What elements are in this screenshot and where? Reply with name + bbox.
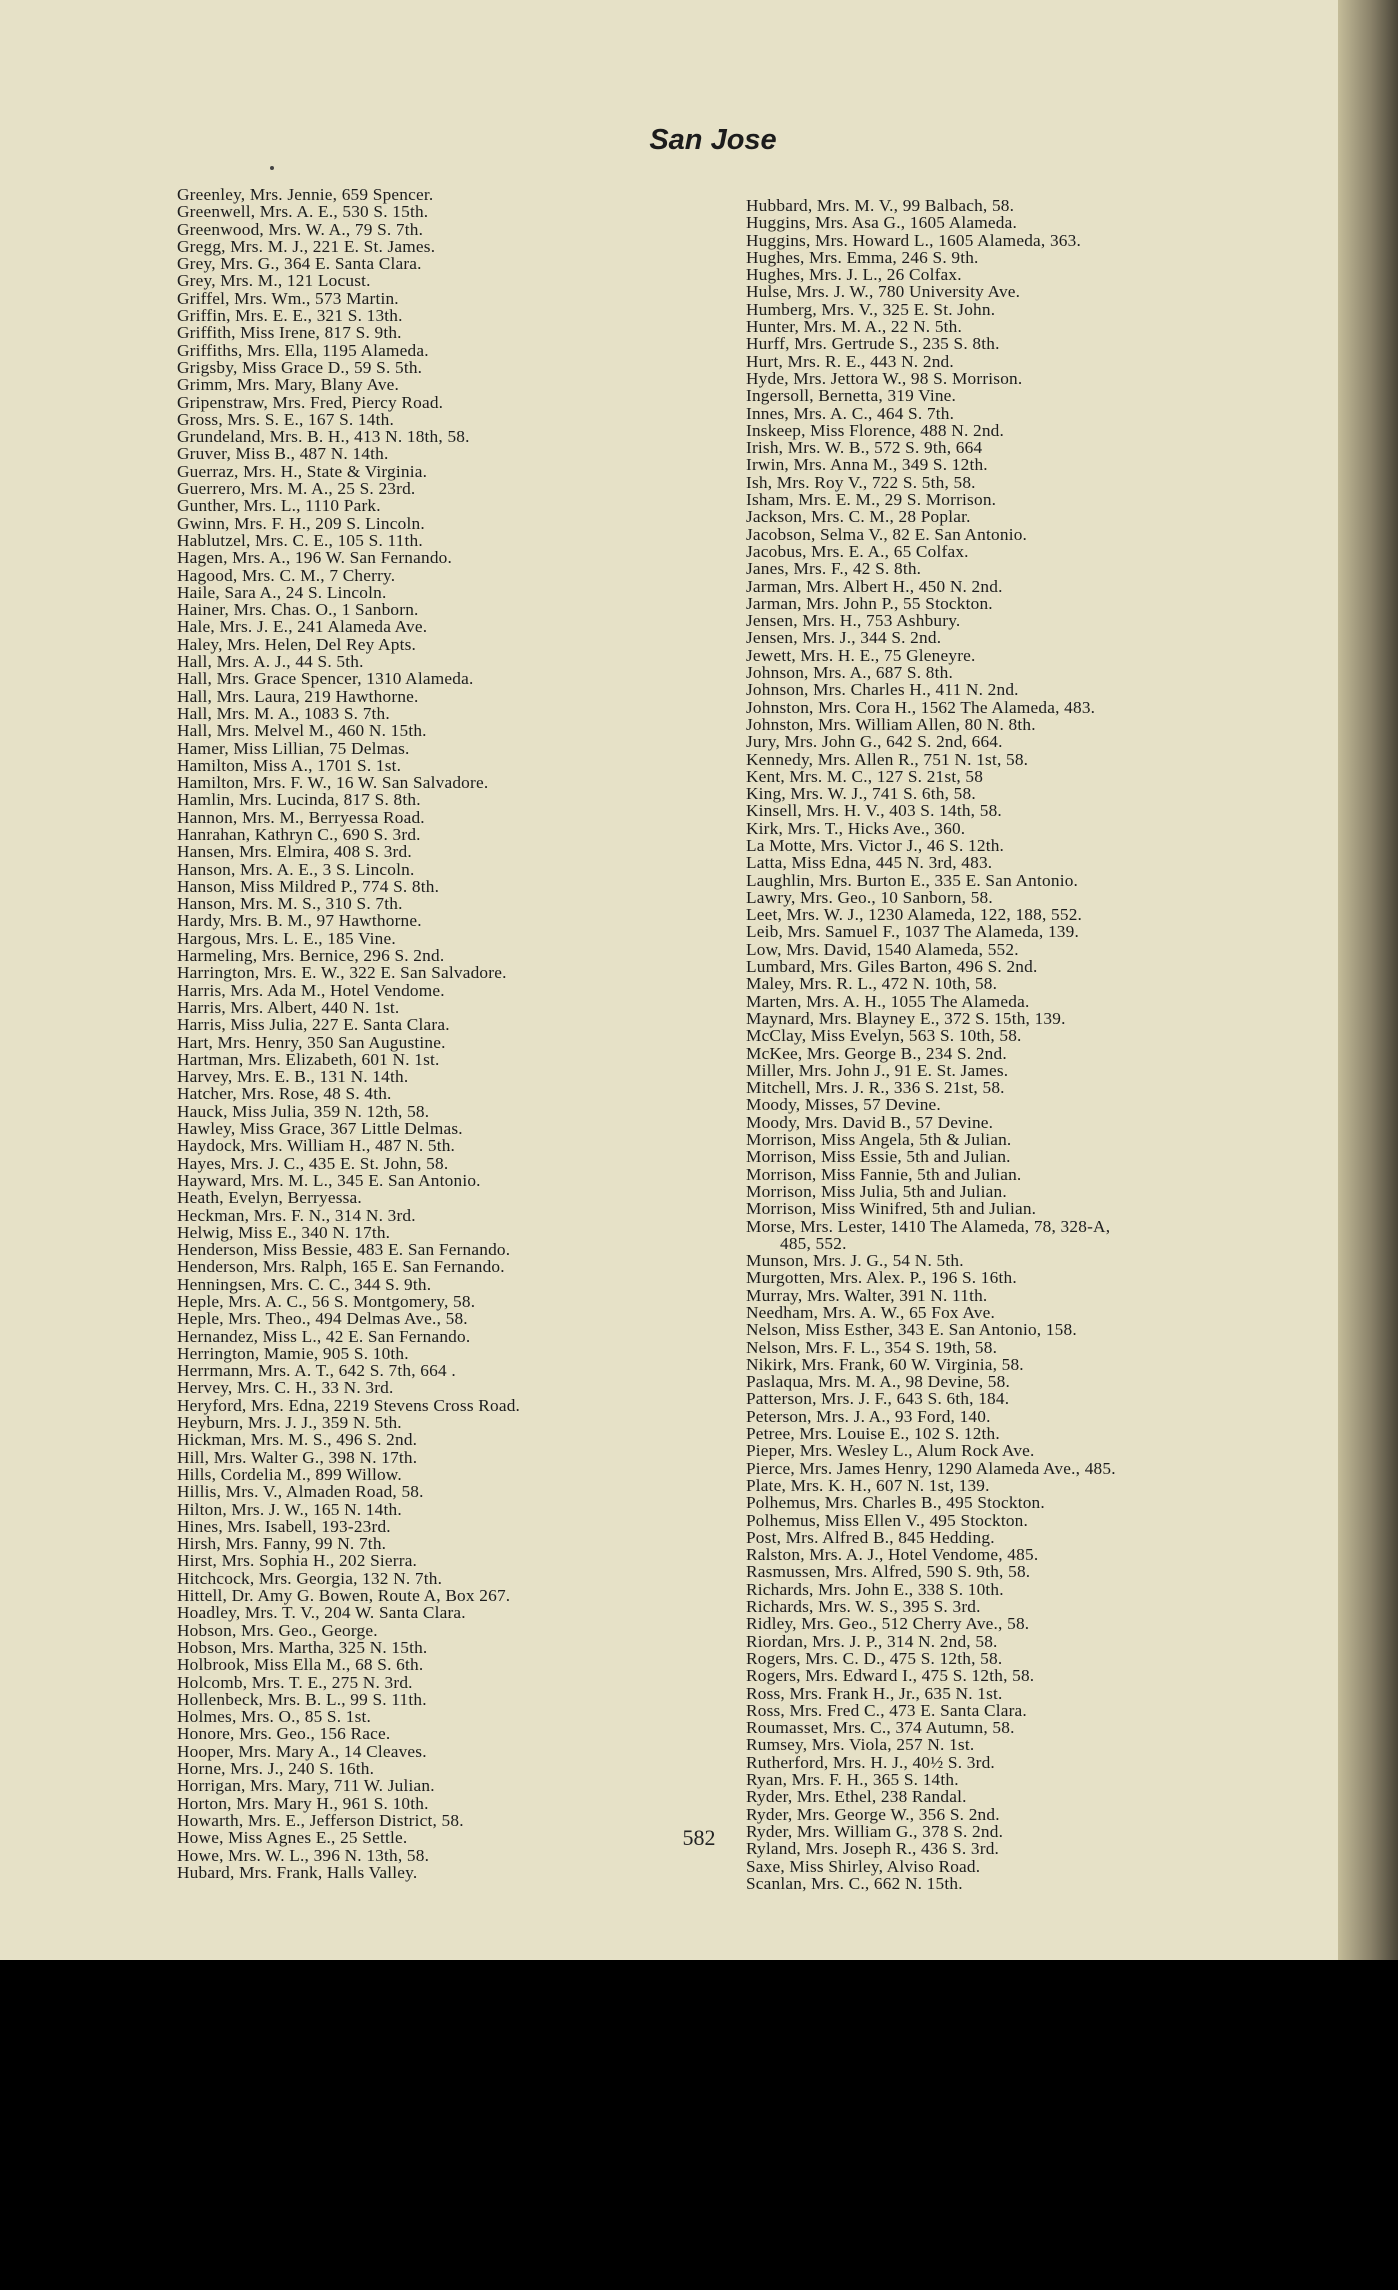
directory-entry: Richards, Mrs. W. S., 395 S. 3rd. bbox=[746, 1597, 981, 1617]
directory-entry: Hughes, Mrs. J. L., 26 Colfax. bbox=[746, 265, 962, 285]
directory-entry: Lawry, Mrs. Geo., 10 Sanborn, 58. bbox=[746, 887, 993, 907]
directory-entry: Hirst, Mrs. Sophia H., 202 Sierra. bbox=[177, 1551, 418, 1571]
directory-entry: Grey, Mrs. G., 364 E. Santa Clara. bbox=[177, 254, 422, 274]
directory-entry: Guerraz, Mrs. H., State & Virginia. bbox=[177, 461, 428, 481]
directory-entry: Ryder, Mrs. Ethel, 238 Randal. bbox=[746, 1787, 967, 1807]
directory-entry: Horrigan, Mrs. Mary, 711 W. Julian. bbox=[177, 1776, 435, 1796]
directory-entry: Grigsby, Miss Grace D., 59 S. 5th. bbox=[177, 357, 423, 377]
directory-entry: Holbrook, Miss Ella M., 68 S. 6th. bbox=[177, 1655, 424, 1675]
directory-entry: Polhemus, Miss Ellen V., 495 Stockton. bbox=[746, 1510, 1029, 1530]
directory-entry: 485, 552. bbox=[780, 1233, 847, 1253]
directory-entry: Greenley, Mrs. Jennie, 659 Spencer. bbox=[177, 185, 434, 204]
directory-entry: Hollenbeck, Mrs. B. L., 99 S. 11th. bbox=[177, 1689, 427, 1709]
directory-entry: Hobson, Mrs. Geo., George. bbox=[177, 1620, 378, 1640]
directory-entry: Jarman, Mrs. John P., 55 Stockton. bbox=[746, 593, 993, 613]
directory-entry: Hagen, Mrs. A., 196 W. San Fernando. bbox=[177, 548, 453, 568]
directory-entry: Hartman, Mrs. Elizabeth, 601 N. 1st. bbox=[177, 1049, 440, 1069]
directory-entry: Harmeling, Mrs. Bernice, 296 S. 2nd. bbox=[177, 946, 445, 966]
directory-entry: Hayward, Mrs. M. L., 345 E. San Antonio. bbox=[177, 1170, 481, 1190]
directory-entry: Isham, Mrs. E. M., 29 S. Morrison. bbox=[746, 490, 997, 510]
directory-entry: Hargous, Mrs. L. E., 185 Vine. bbox=[177, 928, 396, 948]
directory-entry: Hale, Mrs. J. E., 241 Alameda Ave. bbox=[177, 617, 428, 637]
directory-entry: Saxe, Miss Shirley, Alviso Road. bbox=[746, 1856, 981, 1876]
directory-entry: Griffel, Mrs. Wm., 573 Martin. bbox=[177, 288, 399, 308]
directory-entry: Marten, Mrs. A. H., 1055 The Alameda. bbox=[746, 991, 1030, 1011]
directory-entry: Needham, Mrs. A. W., 65 Fox Ave. bbox=[746, 1303, 995, 1322]
directory-entry: Johnston, Mrs. William Allen, 80 N. 8th. bbox=[746, 714, 1036, 734]
book-edge bbox=[1338, 0, 1398, 1960]
directory-entry: Morrison, Miss Fannie, 5th and Julian. bbox=[746, 1164, 1022, 1184]
directory-entry: Nelson, Miss Esther, 343 E. San Antonio, 158. bbox=[746, 1320, 1077, 1340]
directory-entry: Hurff, Mrs. Gertrude S., 235 S. 8th. bbox=[746, 334, 1000, 354]
directory-entry: Harris, Mrs. Ada M., Hotel Vendome. bbox=[177, 980, 445, 1000]
directory-entry: Rumsey, Mrs. Viola, 257 N. 1st. bbox=[746, 1735, 975, 1755]
directory-entry: Hines, Mrs. Isabell, 193-23rd. bbox=[177, 1516, 391, 1536]
directory-entry: Hobson, Mrs. Martha, 325 N. 15th. bbox=[177, 1637, 428, 1657]
directory-entry: Hardy, Mrs. B. M., 97 Hawthorne. bbox=[177, 911, 422, 931]
directory-entry: Hubbard, Mrs. M. V., 99 Balbach, 58. bbox=[746, 196, 1015, 215]
directory-entry: Harris, Miss Julia, 227 E. Santa Clara. bbox=[177, 1015, 450, 1035]
directory-entry: Hart, Mrs. Henry, 350 San Augustine. bbox=[177, 1032, 446, 1052]
directory-entry: Pieper, Mrs. Wesley L., Alum Rock Ave. bbox=[746, 1441, 1035, 1461]
directory-entry: Gruver, Miss B., 487 N. 14th. bbox=[177, 444, 389, 464]
directory-entry: Inskeep, Miss Florence, 488 N. 2nd. bbox=[746, 420, 1005, 440]
directory-entry: Hubard, Mrs. Frank, Halls Valley. bbox=[177, 1862, 418, 1882]
directory-entry: Griffith, Miss Irene, 817 S. 9th. bbox=[177, 323, 402, 343]
directory-entry: Harrington, Mrs. E. W., 322 E. San Salvadore. bbox=[177, 963, 507, 983]
directory-entry: Plate, Mrs. K. H., 607 N. 1st, 139. bbox=[746, 1475, 990, 1495]
directory-entry: Hyde, Mrs. Jettora W., 98 S. Morrison. bbox=[746, 368, 1023, 388]
directory-entry: Rogers, Mrs. Edward I., 475 S. 12th, 58. bbox=[746, 1666, 1035, 1686]
directory-entry: Gripenstraw, Mrs. Fred, Piercy Road. bbox=[177, 392, 444, 412]
directory-entry: Hughes, Mrs. Emma, 246 S. 9th. bbox=[746, 247, 979, 267]
directory-entry: Hamer, Miss Lillian, 75 Delmas. bbox=[177, 738, 410, 758]
directory-entry: Miller, Mrs. John J., 91 E. St. James. bbox=[746, 1060, 1009, 1080]
directory-entry: Grundeland, Mrs. B. H., 413 N. 18th, 58. bbox=[177, 427, 470, 447]
directory-entry: Hamlin, Mrs. Lucinda, 817 S. 8th. bbox=[177, 790, 421, 810]
directory-entry: Rogers, Mrs. C. D., 475 S. 12th, 58. bbox=[746, 1648, 1003, 1668]
directory-entry: Hannon, Mrs. M., Berryessa Road. bbox=[177, 807, 425, 827]
directory-entry: Johnson, Mrs. A., 687 S. 8th. bbox=[746, 663, 953, 683]
directory-entry: Hittell, Dr. Amy G. Bowen, Route A, Box 267. bbox=[177, 1586, 511, 1606]
directory-entry: Heckman, Mrs. F. N., 314 N. 3rd. bbox=[177, 1205, 416, 1225]
directory-entry: Hainer, Mrs. Chas. O., 1 Sanborn. bbox=[177, 600, 419, 620]
directory-entry: Haile, Sara A., 24 S. Lincoln. bbox=[177, 582, 387, 602]
directory-entry: Scanlan, Mrs. C., 662 N. 15th. bbox=[746, 1873, 963, 1893]
directory-entry: Moody, Mrs. David B., 57 Devine. bbox=[746, 1112, 994, 1132]
directory-entry: Kent, Mrs. M. C., 127 S. 21st, 58 bbox=[746, 766, 984, 786]
directory-entry: Henderson, Miss Bessie, 483 E. San Fernando. bbox=[177, 1240, 511, 1260]
directory-entry: Holmes, Mrs. O., 85 S. 1st. bbox=[177, 1707, 372, 1727]
directory-entry: Horton, Mrs. Mary H., 961 S. 10th. bbox=[177, 1793, 429, 1813]
directory-entry: Johnston, Mrs. Cora H., 1562 The Alameda, 483. bbox=[746, 697, 1096, 717]
directory-entry: Morrison, Miss Essie, 5th and Julian. bbox=[746, 1147, 1011, 1167]
directory-entry: Ridley, Mrs. Geo., 512 Cherry Ave., 58. bbox=[746, 1614, 1030, 1634]
directory-entry: Helwig, Miss E., 340 N. 17th. bbox=[177, 1222, 391, 1242]
directory-entry: Maynard, Mrs. Blayney E., 372 S. 15th, 139. bbox=[746, 1008, 1066, 1028]
directory-entry: Irwin, Mrs. Anna M., 349 S. 12th. bbox=[746, 455, 988, 475]
directory-entry: Gregg, Mrs. M. J., 221 E. St. James. bbox=[177, 236, 436, 256]
directory-entry: Hall, Mrs. M. A., 1083 S. 7th. bbox=[177, 703, 390, 723]
directory-entry: Jensen, Mrs. H., 753 Ashbury. bbox=[746, 611, 961, 631]
directory-entry: Murgotten, Mrs. Alex. P., 196 S. 16th. bbox=[746, 1268, 1017, 1288]
directory-entry: Henningsen, Mrs. C. C., 344 S. 9th. bbox=[177, 1274, 432, 1294]
directory-entry: Hickman, Mrs. M. S., 496 S. 2nd. bbox=[177, 1430, 418, 1450]
directory-entry: Pierce, Mrs. James Henry, 1290 Alameda Ave., 485. bbox=[746, 1458, 1116, 1478]
directory-entry: Haley, Mrs. Helen, Del Rey Apts. bbox=[177, 634, 417, 654]
directory-entry: Herrmann, Mrs. A. T., 642 S. 7th, 664 . bbox=[177, 1361, 456, 1381]
directory-entry: Nikirk, Mrs. Frank, 60 W. Virginia, 58. bbox=[746, 1354, 1024, 1374]
directory-entry: Murray, Mrs. Walter, 391 N. 11th. bbox=[746, 1285, 988, 1305]
page-title: San Jose bbox=[649, 124, 777, 156]
directory-entry: King, Mrs. W. J., 741 S. 6th, 58. bbox=[746, 784, 976, 804]
directory-entry: Hervey, Mrs. C. H., 33 N. 3rd. bbox=[177, 1378, 394, 1398]
directory-entry: Holcomb, Mrs. T. E., 275 N. 3rd. bbox=[177, 1672, 413, 1692]
directory-entry: Hernandez, Miss L., 42 E. San Fernando. bbox=[177, 1326, 471, 1346]
directory-entry: Guerrero, Mrs. M. A., 25 S. 23rd. bbox=[177, 479, 416, 499]
directory-entry: Moody, Misses, 57 Devine. bbox=[746, 1095, 941, 1115]
directory-entry: Howarth, Mrs. E., Jefferson District, 58. bbox=[177, 1810, 464, 1830]
directory-entry: Post, Mrs. Alfred B., 845 Hedding. bbox=[746, 1527, 995, 1547]
directory-entry: Hulse, Mrs. J. W., 780 University Ave. bbox=[746, 282, 1021, 302]
directory-entry: Harris, Mrs. Albert, 440 N. 1st. bbox=[177, 997, 400, 1017]
directory-entry: Polhemus, Mrs. Charles B., 495 Stockton. bbox=[746, 1493, 1045, 1513]
directory-entry: Honore, Mrs. Geo., 156 Race. bbox=[177, 1724, 391, 1744]
directory-entry: Heath, Evelyn, Berryessa. bbox=[177, 1188, 362, 1208]
directory-entry: Hamilton, Miss A., 1701 S. 1st. bbox=[177, 755, 402, 775]
directory-entry: Hall, Mrs. Laura, 219 Hawthorne. bbox=[177, 686, 419, 706]
directory-entry: Humberg, Mrs. V., 325 E. St. John. bbox=[746, 299, 996, 319]
directory-entry: Janes, Mrs. F., 42 S. 8th. bbox=[746, 559, 922, 579]
directory-entry: Heyburn, Mrs. J. J., 359 N. 5th. bbox=[177, 1413, 402, 1433]
directory-entry: Hauck, Miss Julia, 359 N. 12th, 58. bbox=[177, 1101, 430, 1121]
directory-entry: Ryder, Mrs. William G., 378 S. 2nd. bbox=[746, 1821, 1004, 1841]
ink-speck bbox=[270, 166, 274, 170]
directory-entry: Hall, Mrs. A. J., 44 S. 5th. bbox=[177, 652, 364, 672]
directory-entry: Hilton, Mrs. J. W., 165 N. 14th. bbox=[177, 1499, 402, 1519]
directory-entry: Morrison, Miss Winifred, 5th and Julian. bbox=[746, 1199, 1037, 1219]
directory-entry: Hill, Mrs. Walter G., 398 N. 17th. bbox=[177, 1447, 418, 1467]
directory-entry: Hoadley, Mrs. T. V., 204 W. Santa Clara. bbox=[177, 1603, 466, 1623]
directory-entry: Huggins, Mrs. Howard L., 1605 Alameda, 363. bbox=[746, 230, 1081, 250]
directory-entry: Paslaqua, Mrs. M. A., 98 Devine, 58. bbox=[746, 1372, 1010, 1392]
directory-entry: Gwinn, Mrs. F. H., 209 S. Lincoln. bbox=[177, 513, 425, 533]
directory-entry: Lumbard, Mrs. Giles Barton, 496 S. 2nd. bbox=[746, 957, 1038, 977]
directory-entry: Ingersoll, Bernetta, 319 Vine. bbox=[746, 386, 957, 406]
directory-entry: Horne, Mrs. J., 240 S. 16th. bbox=[177, 1759, 375, 1779]
directory-entry: Hurt, Mrs. R. E., 443 N. 2nd. bbox=[746, 351, 954, 371]
directory-entry: Herrington, Mamie, 905 S. 10th. bbox=[177, 1343, 409, 1363]
directory-entry: Hunter, Mrs. M. A., 22 N. 5th. bbox=[746, 317, 963, 337]
directory-entry: Johnson, Mrs. Charles H., 411 N. 2nd. bbox=[746, 680, 1019, 700]
directory-entry: Hanrahan, Kathryn C., 690 S. 3rd. bbox=[177, 824, 421, 844]
page-number: 582 bbox=[682, 1825, 716, 1850]
directory-entry: La Motte, Mrs. Victor J., 46 S. 12th. bbox=[746, 835, 1005, 855]
directory-entry: Grey, Mrs. M., 121 Locust. bbox=[177, 271, 371, 291]
directory-entry: Heple, Mrs. A. C., 56 S. Montgomery, 58. bbox=[177, 1292, 476, 1311]
directory-entry: McKee, Mrs. George B., 234 S. 2nd. bbox=[746, 1043, 1007, 1063]
directory-entry: Jury, Mrs. John G., 642 S. 2nd, 664. bbox=[746, 732, 1003, 752]
directory-entry: Jensen, Mrs. J., 344 S. 2nd. bbox=[746, 628, 942, 648]
directory-entry: Greenwood, Mrs. W. A., 79 S. 7th. bbox=[177, 219, 424, 239]
directory-entry: Nelson, Mrs. F. L., 354 S. 19th, 58. bbox=[746, 1337, 998, 1357]
directory-entry: Howe, Mrs. W. L., 396 N. 13th, 58. bbox=[177, 1845, 430, 1865]
directory-entry: Morrison, Miss Angela, 5th & Julian. bbox=[746, 1130, 1012, 1150]
directory-entry: Richards, Mrs. John E., 338 S. 10th. bbox=[746, 1579, 1004, 1599]
directory-entry: Hirsh, Mrs. Fanny, 99 N. 7th. bbox=[177, 1534, 387, 1554]
directory-entry: Heple, Mrs. Theo., 494 Delmas Ave., 58. bbox=[177, 1309, 468, 1329]
directory-entry: Kirk, Mrs. T., Hicks Ave., 360. bbox=[746, 818, 966, 838]
directory-entry: Ralston, Mrs. A. J., Hotel Vendome, 485. bbox=[746, 1545, 1039, 1565]
directory-entry: Hawley, Miss Grace, 367 Little Delmas. bbox=[177, 1119, 463, 1139]
directory-entry: Gross, Mrs. S. E., 167 S. 14th. bbox=[177, 409, 394, 429]
directory-entry: Hanson, Mrs. M. S., 310 S. 7th. bbox=[177, 894, 403, 914]
directory-entry: Hanson, Miss Mildred P., 774 S. 8th. bbox=[177, 876, 440, 896]
directory-entry: McClay, Miss Evelyn, 563 S. 10th, 58. bbox=[746, 1026, 1022, 1046]
directory-entry: Hills, Cordelia M., 899 Willow. bbox=[177, 1464, 402, 1484]
directory-entry: Hatcher, Mrs. Rose, 48 S. 4th. bbox=[177, 1084, 392, 1104]
directory-entry: Jackson, Mrs. C. M., 28 Poplar. bbox=[746, 507, 971, 527]
directory-entry: Hooper, Mrs. Mary A., 14 Cleaves. bbox=[177, 1741, 427, 1761]
directory-entry: Maley, Mrs. R. L., 472 N. 10th, 58. bbox=[746, 974, 998, 994]
directory-entry: Hayes, Mrs. J. C., 435 E. St. John, 58. bbox=[177, 1153, 449, 1173]
directory-entry: Roumasset, Mrs. C., 374 Autumn, 58. bbox=[746, 1718, 1015, 1738]
directory-entry: Rutherford, Mrs. H. J., 40½ S. 3rd. bbox=[746, 1752, 995, 1772]
directory-entry: Hillis, Mrs. V., Almaden Road, 58. bbox=[177, 1482, 424, 1502]
directory-entry: Huggins, Mrs. Asa G., 1605 Alameda. bbox=[746, 213, 1018, 233]
directory-entry: Rasmussen, Mrs. Alfred, 590 S. 9th, 58. bbox=[746, 1562, 1031, 1582]
directory-entry: Ross, Mrs. Frank H., Jr., 635 N. 1st. bbox=[746, 1683, 1003, 1703]
directory-entry: Heryford, Mrs. Edna, 2219 Stevens Cross Road. bbox=[177, 1395, 521, 1415]
directory-entry: Gunther, Mrs. L., 1110 Park. bbox=[177, 496, 381, 516]
right-column-list bbox=[746, 197, 1346, 1892]
directory-entry: Latta, Miss Edna, 445 N. 3rd, 483. bbox=[746, 853, 993, 873]
directory-entry: Low, Mrs. David, 1540 Alameda, 552. bbox=[746, 939, 1019, 959]
directory-entry: Hall, Mrs. Melvel M., 460 N. 15th. bbox=[177, 721, 427, 741]
directory-entry: Hanson, Mrs. A. E., 3 S. Lincoln. bbox=[177, 859, 415, 879]
directory-entry: Harvey, Mrs. E. B., 131 N. 14th. bbox=[177, 1067, 409, 1087]
directory-entry: Jacobson, Selma V., 82 E. San Antonio. bbox=[746, 524, 1028, 544]
directory-entry: Griffin, Mrs. E. E., 321 S. 13th. bbox=[177, 306, 403, 326]
directory-entry: Laughlin, Mrs. Burton E., 335 E. San Antonio. bbox=[746, 870, 1079, 890]
directory-entry: Peterson, Mrs. J. A., 93 Ford, 140. bbox=[746, 1406, 991, 1426]
directory-entry: Haydock, Mrs. William H., 487 N. 5th. bbox=[177, 1136, 456, 1156]
directory-entry: Henderson, Mrs. Ralph, 165 E. San Fernando. bbox=[177, 1257, 505, 1277]
directory-entry: Petree, Mrs. Louise E., 102 S. 12th. bbox=[746, 1424, 1000, 1444]
directory-entry: Kennedy, Mrs. Allen R., 751 N. 1st, 58. bbox=[746, 749, 1029, 769]
directory-entry: Munson, Mrs. J. G., 54 N. 5th. bbox=[746, 1251, 964, 1271]
directory-entry: Hamilton, Mrs. F. W., 16 W. San Salvadore. bbox=[177, 773, 489, 793]
directory-entry: Griffiths, Mrs. Ella, 1195 Alameda. bbox=[177, 340, 429, 360]
directory-entry: Hitchcock, Mrs. Georgia, 132 N. 7th. bbox=[177, 1568, 443, 1588]
directory-entry: Irish, Mrs. W. B., 572 S. 9th, 664 bbox=[746, 438, 983, 458]
directory-entry: Kinsell, Mrs. H. V., 403 S. 14th, 58. bbox=[746, 801, 1002, 821]
directory-entry: Morse, Mrs. Lester, 1410 The Alameda, 78, 328-A, bbox=[746, 1216, 1111, 1236]
directory-entry: Howe, Miss Agnes E., 25 Settle. bbox=[177, 1828, 408, 1848]
left-column-list bbox=[177, 186, 737, 1881]
directory-entry: Hagood, Mrs. C. M., 7 Cherry. bbox=[177, 565, 396, 585]
directory-entry: Hablutzel, Mrs. C. E., 105 S. 11th. bbox=[177, 530, 423, 550]
directory-entry: Ryland, Mrs. Joseph R., 436 S. 3rd. bbox=[746, 1839, 1000, 1859]
directory-entry: Patterson, Mrs. J. F., 643 S. 6th, 184. bbox=[746, 1389, 1010, 1409]
directory-entry: Hansen, Mrs. Elmira, 408 S. 3rd. bbox=[177, 842, 412, 862]
directory-entry: Mitchell, Mrs. J. R., 336 S. 21st, 58. bbox=[746, 1078, 1005, 1098]
directory-entry: Ryder, Mrs. George W., 356 S. 2nd. bbox=[746, 1804, 1000, 1824]
directory-entry: Riordan, Mrs. J. P., 314 N. 2nd, 58. bbox=[746, 1631, 998, 1651]
directory-entry: Ryan, Mrs. F. H., 365 S. 14th. bbox=[746, 1770, 959, 1790]
directory-entry: Leet, Mrs. W. J., 1230 Alameda, 122, 188, 552. bbox=[746, 905, 1083, 925]
directory-entry: Jacobus, Mrs. E. A., 65 Colfax. bbox=[746, 541, 969, 561]
directory-entry: Leib, Mrs. Samuel F., 1037 The Alameda, 139. bbox=[746, 922, 1079, 942]
directory-entry: Jewett, Mrs. H. E., 75 Gleneyre. bbox=[746, 645, 976, 665]
directory-entry: Ross, Mrs. Fred C., 473 E. Santa Clara. bbox=[746, 1700, 1027, 1720]
directory-entry: Morrison, Miss Julia, 5th and Julian. bbox=[746, 1181, 1007, 1201]
directory-entry: Greenwell, Mrs. A. E., 530 S. 15th. bbox=[177, 202, 429, 222]
directory-entry: Hall, Mrs. Grace Spencer, 1310 Alameda. bbox=[177, 669, 474, 689]
directory-entry: Innes, Mrs. A. C., 464 S. 7th. bbox=[746, 403, 955, 423]
directory-entry: Ish, Mrs. Roy V., 722 S. 5th, 58. bbox=[746, 472, 976, 492]
directory-entry: Jarman, Mrs. Albert H., 450 N. 2nd. bbox=[746, 576, 1003, 596]
directory-entry: Grimm, Mrs. Mary, Blany Ave. bbox=[177, 375, 400, 395]
